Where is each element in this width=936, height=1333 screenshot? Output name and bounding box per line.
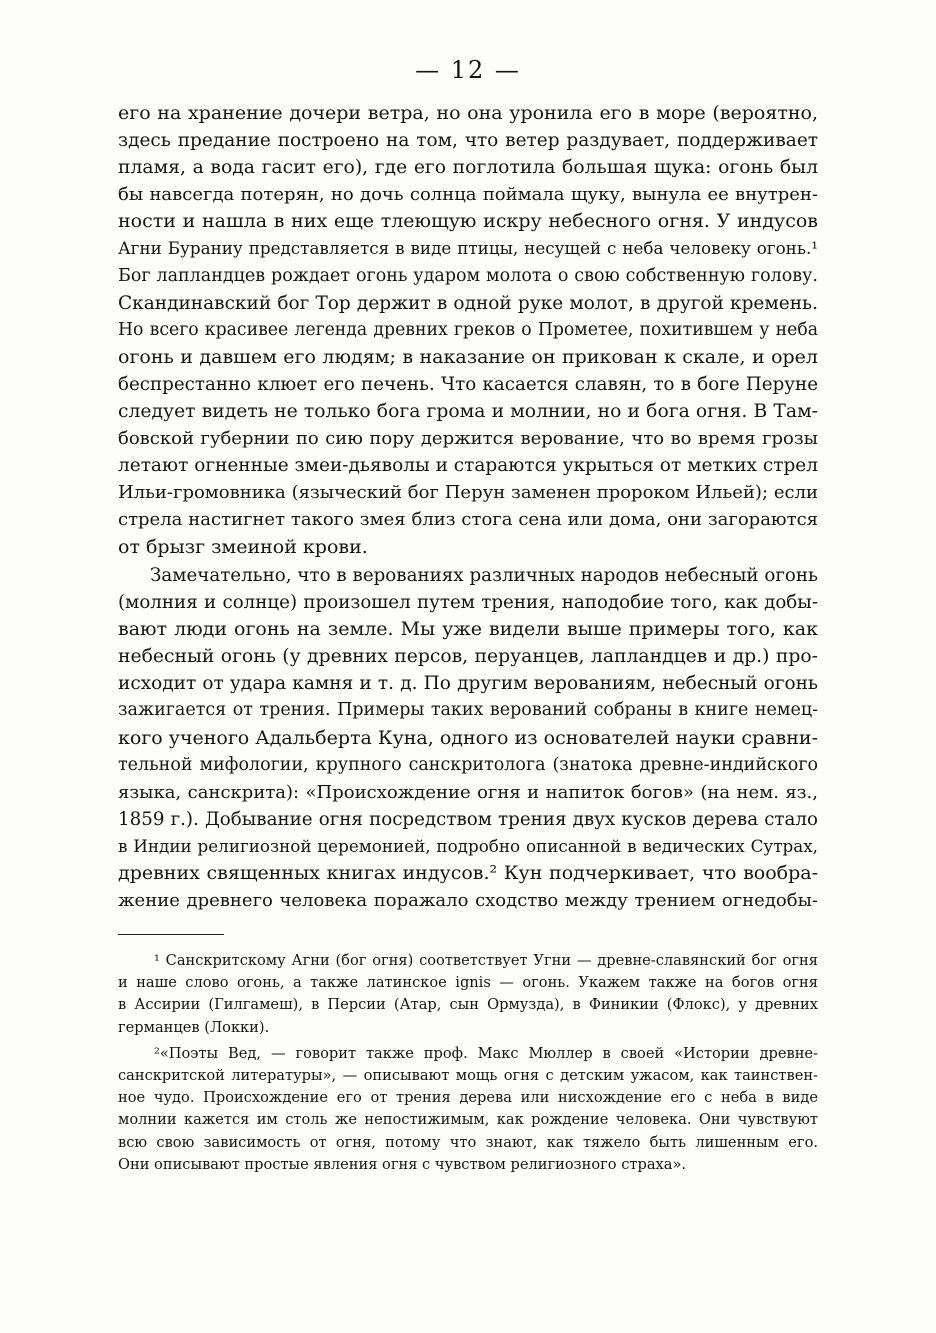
footnote-line: германцев (Локки). xyxy=(118,1018,270,1036)
text-line: зажигается от трения. Примеры таких верований собраны в книге немец- xyxy=(118,700,818,721)
paragraph-1 xyxy=(118,100,818,561)
text-line: в Индии религиозной церемонией, подробно описанной в ведических Сутрах, xyxy=(118,835,818,856)
footnote-2 xyxy=(118,1043,818,1176)
text-line: небесный огонь (у древних персов, перуанцев, лапландцев и др.) про- xyxy=(118,646,818,668)
text-line: 1859 г.). Добывание огня посредством трения двух кусков дерева стало xyxy=(118,808,818,830)
text-line: жение древнего человека поражало сходство между трением огнедобы- xyxy=(118,890,818,912)
text-line: тельной мифологии, крупного санскритолога (знатока древне-индийского xyxy=(118,754,818,775)
text-line: ности и нашла в них еще тлеющую искру небесного огня. У индусов xyxy=(118,210,818,233)
text-line: языка, санскрита): «Происхождение огня и напиток богов» (на нем. яз., xyxy=(118,781,818,803)
footnote-line: санскритской литературы», — описывают мощь огня с детским ужасом, как таинствен- xyxy=(118,1066,818,1084)
footnote-line: ¹ Санскритскому Агни (бог огня) соответствует Угни — древне-славянский бог огня xyxy=(154,952,818,969)
text-line: бовской губернии по сию пору держится верование, что во время грозы xyxy=(118,428,818,450)
page-number: — 12 — xyxy=(415,56,521,84)
text-line: Ильи-громовника (языческий бог Перун заменен пророком Ильей); если xyxy=(118,482,818,504)
text-line: здесь предание построено на том, что ветер раздувает, поддерживает xyxy=(118,130,818,152)
text-line: вают люди огонь на земле. Мы уже видели выше примеры того, как xyxy=(118,618,818,641)
text-line: Агни Бураниу представляется в виде птицы, несущей с неба человеку огонь.¹ xyxy=(118,238,818,259)
text-line: кого ученого Адальберта Куна, одного из основателей науки сравни- xyxy=(118,726,818,749)
text-line: Но всего красивее легенда древних греков о Прометее, похитившем у неба xyxy=(118,319,818,340)
text-line: бы навсегда потерян, но дочь солнца поймала щуку, вынула ее внутрен- xyxy=(118,184,818,206)
text-line: огонь и давшем его людям; в наказание он прикован к скале, и орел xyxy=(118,345,818,368)
text-line: Скандинавский бог Тор держит в одной руке молот, в другой кремень. xyxy=(118,292,818,314)
text-line: стрела настигнет такого змея близ стога сена или дома, они загораются xyxy=(118,509,818,531)
text-line: Замечательно, что в верованиях различных народов небесный огонь xyxy=(150,565,818,586)
text-line: исходит от удара камня и т. д. По другим верованиям, небесный огонь xyxy=(118,673,818,695)
footnotes xyxy=(118,950,818,1176)
text-line: Бог лапландцев рождает огонь ударом молота о свою собственную голову. xyxy=(118,265,818,286)
text-line: летают огненные змеи-дьяволы и стараются укрыться от метких стрел xyxy=(118,455,818,477)
footnote-line: всю свою зависимость от огня, потому что знают, как тяжело быть лишенным его. xyxy=(118,1133,818,1151)
text-line: следует видеть не только бога грома и молнии, но и бога огня. В Там- xyxy=(118,401,818,423)
text-line: от брызг змеиной крови. xyxy=(118,535,368,558)
text-line: беспрестанно клюет его печень. Что касается славян, то в боге Перуне xyxy=(118,373,818,395)
text-line: древних священных книгах индусов.² Кун подчеркивает, что вообра- xyxy=(118,862,818,885)
footnote-line: ное чудо. Происхождение его от трения дерева или нисхождение его с неба в виде xyxy=(118,1089,818,1107)
text-line: его на хранение дочери ветра, но она уронила его в море (вероятно, xyxy=(118,102,818,124)
paragraph-2 xyxy=(118,562,818,914)
footnote-line: в Ассирии (Гилгамеш), в Персии (Атар, сын Ормузда), в Финикии (Флокс), у древних xyxy=(118,996,818,1014)
footnote-line: Они описывают простые явления огня с чувством религиозного страха». xyxy=(118,1155,687,1173)
footnote-1 xyxy=(118,950,818,1039)
footnote-line: ²«Поэты Вед, — говорит также проф. Макс Мюллер в своей «Истории древне- xyxy=(154,1044,818,1062)
text-line: (молния и солнце) произошел путем трения, наподобие того, как добы- xyxy=(118,592,818,614)
footnote-line: молнии кажется им столь же непостижимым, как рождение человека. Они чувствуют xyxy=(118,1111,818,1129)
text-line: пламя, а вода гасит его), где его поглотила большая щука: огонь был xyxy=(118,157,818,179)
footnote-line: и наше слово огонь, а также латинское ignis — огонь. Укажем также на богов огня xyxy=(118,974,818,992)
footnote-divider xyxy=(118,934,224,935)
